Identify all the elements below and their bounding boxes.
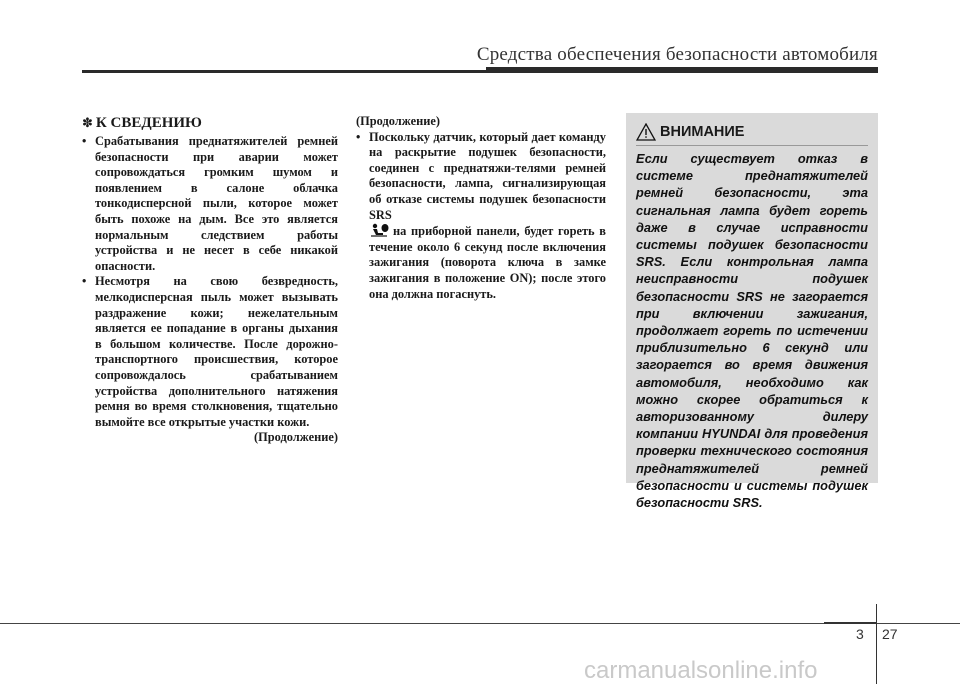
column-middle	[356, 114, 606, 302]
page-number: 27	[882, 626, 898, 642]
list-item: • Несмотря на свою безвредность, мелкодисперсная пыль может вызывать раздражение кожи; нежелательным является ее попадание в органы дыхания в большом количестве. После дорожно-транспортного происшествия, которое сопровождалось срабатыванием устройства дополнительного натяжения ремня во время столкновения, тщательно вымойте все открытые участки кожи.	[82, 274, 338, 430]
bullet-text-part1: Поскольку датчик, который дает команду на раскрытие подушек безопасности, соединен с преднатяжи-телями ремней безопасности, лампа, сигнализирующая об отказе системы подушек безопасности SRS	[369, 129, 606, 222]
section-heading	[82, 114, 338, 133]
watermark: carmanualsonline.info	[584, 657, 818, 684]
footer-rule	[0, 623, 960, 624]
footer-rule-thick	[824, 622, 876, 624]
bullet-list	[82, 134, 338, 430]
continued-label: (Продолжение)	[254, 430, 338, 445]
chapter-number: 3	[856, 626, 864, 642]
section-heading-text: К СВЕДЕНИЮ	[95, 115, 202, 131]
header-rule	[82, 70, 878, 73]
continued-label: (Продолжение)	[356, 114, 440, 128]
warning-rule	[636, 145, 868, 146]
footer-divider	[876, 604, 877, 684]
column-left	[82, 114, 338, 446]
warning-title: ВНИМАНИЕ	[660, 124, 745, 140]
warning-triangle-icon	[636, 123, 656, 141]
list-item	[356, 130, 606, 303]
list-item: • Срабатывания преднатяжителей ремней безопасности при аварии может сопровождаться громким шумом и появлением в салоне облачка тонкодисперсной пыли, которое может быть похоже на дым. Все это является нормальным следствием работы устройства и не несет в себе никакой опасности.	[82, 134, 338, 274]
page-header-title: Средства обеспечения безопасности автомобиля	[476, 44, 878, 65]
warning-header	[636, 121, 744, 143]
warning-box	[626, 113, 878, 511]
bullet-text-part2: на приборной панели, будет гореть в течение около 6 секунд после включения зажигания (поворота ключа в замке зажигания в положение ON); после этого она должна погаснуть.	[369, 224, 606, 301]
star-icon: ✽	[82, 116, 93, 131]
bullet-list	[356, 130, 606, 303]
warning-text: Если существует отказ в системе преднатяжителей ремней безопасности, эта сигнальная лампа будет гореть даже в случае исправности системы подушек безопасности SRS. Если контрольная лампа неисправности подушек безопасности SRS не загорается при включении зажигания, продолжает гореть по истечении приблизительно 6 секунд или загорается во время движения автомобиля, необходимо как можно скорее обратиться к авторизованному дилеру компании HYUNDAI для проведения проверки технического состояния преднатяжителей ремней безопасности и системы подушек безопасности SRS.	[636, 151, 868, 511]
airbag-warning-icon	[369, 223, 391, 237]
